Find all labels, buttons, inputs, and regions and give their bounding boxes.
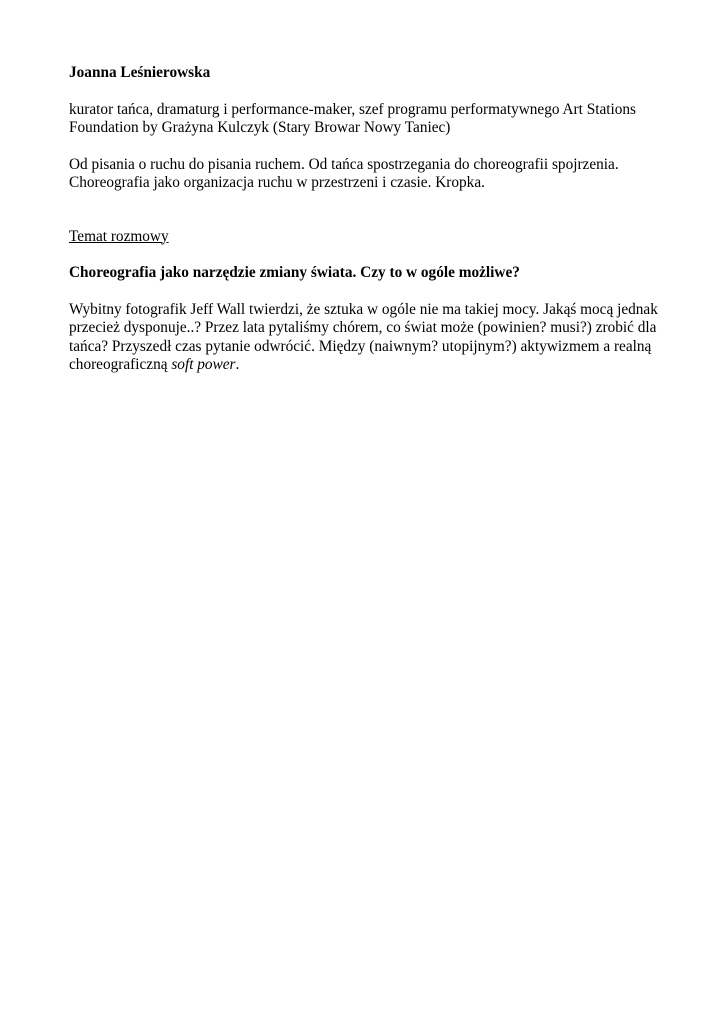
spacer <box>69 83 649 101</box>
bio-line: kurator tańca, dramaturg i performance-maker, szef programu performatywnego Art Stations <box>69 100 637 118</box>
body-line: przecież dysponuje..? Przez lata pytaliśmy chórem, co świat może (powinien? musi?) zrobić dla <box>69 319 657 336</box>
body-line: tańca? Przyszedł czas pytanie odwrócić. Między (naiwnym? utopijnym?) aktywizmem a realną <box>69 337 652 355</box>
author-bio <box>69 101 649 138</box>
spacer <box>69 283 649 301</box>
document-content <box>69 64 658 375</box>
soft-power-phrase: soft power <box>171 356 236 373</box>
spacer <box>69 138 649 156</box>
bio-line: Foundation by Grażyna Kulczyk (Stary Browar Nowy Taniec) <box>69 119 451 136</box>
spacer <box>69 246 649 264</box>
statement-line: Choreografia jako organizacja ruchu w przestrzeni i czasie. Kropka. <box>69 174 485 191</box>
topic-label: Temat rozmowy <box>69 227 169 245</box>
body-last-line <box>69 356 649 375</box>
spacer <box>69 193 649 228</box>
body-paragraph <box>69 300 658 375</box>
author-statement <box>69 156 649 193</box>
body-last-line-suffix: . <box>235 356 240 373</box>
body-line: Wybitny fotografik Jeff Wall twierdzi, że sztuka w ogóle nie ma takiej mocy. Jakąś mocą jednak <box>69 300 658 318</box>
author-name: Joanna Leśnierowska <box>69 64 211 81</box>
topic-title: Choreografia jako narzędzie zmiany świata. Czy to w ogóle możliwe? <box>69 264 520 281</box>
statement-line: Od pisania o ruchu do pisania ruchem. Od tańca spostrzegania do choreografii spojrzenia. <box>69 155 619 173</box>
body-last-line-prefix: choreograficzną <box>69 356 172 373</box>
